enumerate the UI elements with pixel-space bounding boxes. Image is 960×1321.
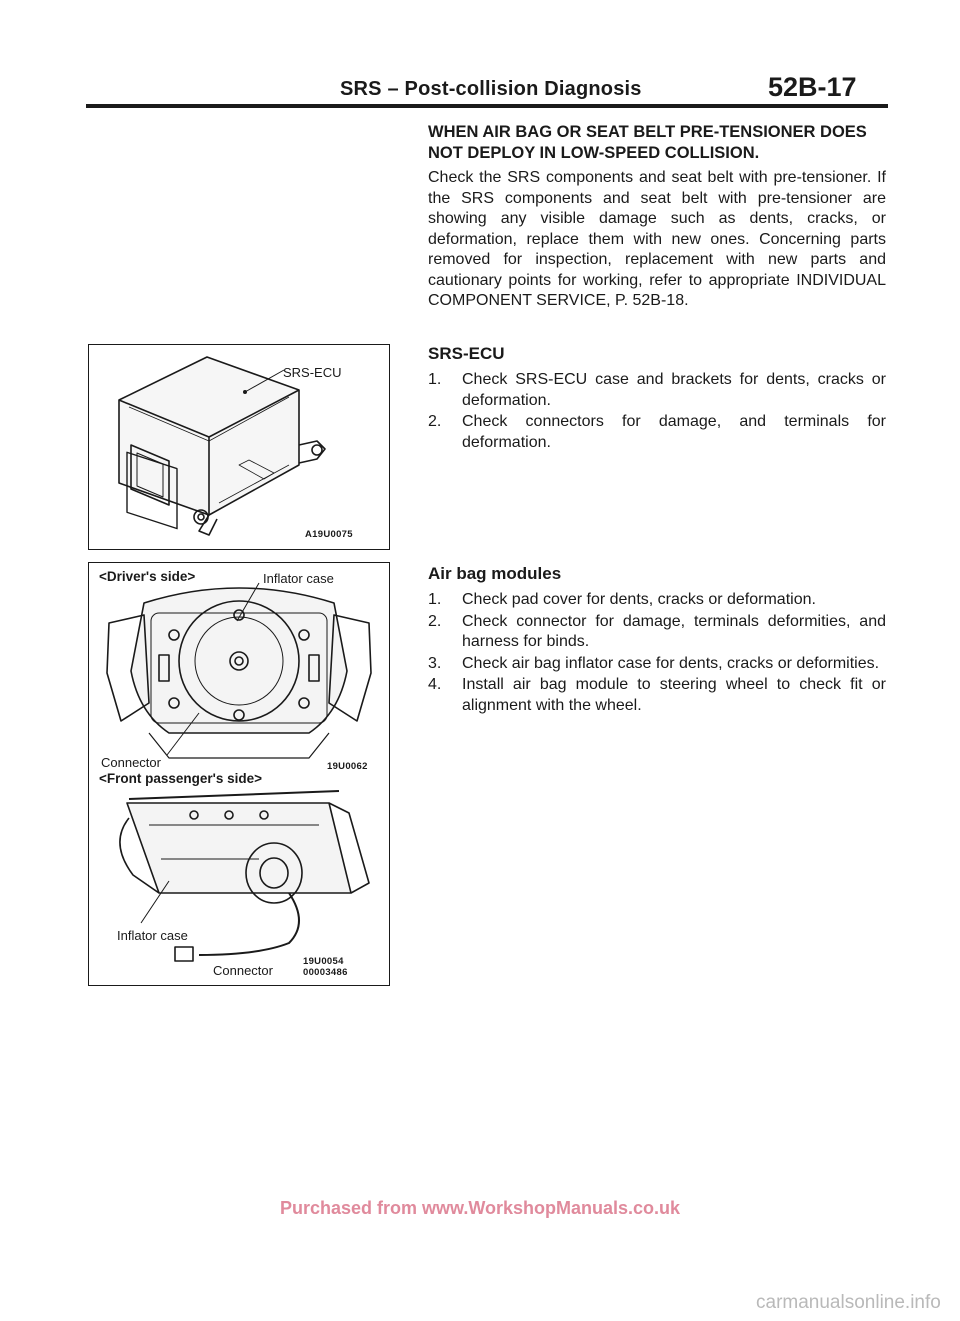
passenger-side-label: <Front passenger's side>: [99, 771, 263, 786]
header-rule: [86, 104, 888, 108]
srs-ecu-heading: SRS-ECU: [428, 344, 505, 363]
airbag-section: [428, 564, 886, 717]
srs-ecu-figure: [88, 344, 390, 550]
list-item: 1. Check pad cover for dents, cracks or deformation.: [428, 591, 816, 608]
driver-connector-callout: Connector: [101, 755, 161, 770]
footer-site-mark: carmanualsonline.info: [756, 1292, 941, 1313]
section-heading: WHEN AIR BAG OR SEAT BELT PRE-TENSIONER DOES NOT DEPLOY IN LOW-SPEED COLLISION.: [428, 123, 867, 162]
list-item: 2. Check connector for damage, terminals deformities, and harness for binds.: [428, 612, 886, 650]
srs-ecu-illustration: [89, 345, 391, 551]
driver-side-label: <Driver's side>: [99, 569, 196, 584]
list-item: 1. Check SRS-ECU case and brackets for dents, cracks or deformation.: [428, 371, 886, 409]
srs-ecu-checklist: [428, 370, 886, 453]
passenger-inflator-callout: Inflator case: [117, 928, 188, 943]
list-item: 2. Check connectors for damage, and terminals for deformation.: [428, 413, 886, 451]
driver-inflator-callout: Inflator case: [263, 571, 334, 586]
purchase-watermark: Purchased from www.WorkshopManuals.co.uk: [279, 1198, 681, 1218]
airbag-heading: Air bag modules: [428, 564, 562, 583]
figure-code: 19U0062: [327, 761, 368, 772]
airbag-checklist: [428, 590, 886, 716]
srs-ecu-callout: SRS-ECU: [283, 365, 342, 380]
airbag-modules-figure: [88, 562, 390, 986]
figure-code: 00003486: [303, 967, 348, 978]
list-item: 3. Check air bag inflator case for dents, cracks or deformities.: [428, 654, 880, 672]
srs-ecu-section: [428, 344, 886, 454]
page-number: 52B-17: [768, 72, 857, 102]
intro-paragraph: Check the SRS components and seat belt with pre-tensioner. If the SRS components and seat belt with pre-tensioner are showing any visible damage such as dents, cracks, or deformation, replace them with new ones. Concerning parts removed for inspection, replacement with new parts and cautionary points for working, refer to appropriate INDIVIDUAL COMPONENT SERVICE, P. 52B-18.: [428, 169, 886, 309]
list-item: 4. Install air bag module to steering wheel to check fit or alignment with the wheel.: [428, 676, 886, 714]
passenger-connector-callout: Connector: [213, 963, 273, 978]
page-title: SRS – Post-collision Diagnosis: [340, 78, 642, 100]
figure-code: A19U0075: [305, 529, 353, 540]
figure-code: 19U0054: [303, 956, 344, 967]
